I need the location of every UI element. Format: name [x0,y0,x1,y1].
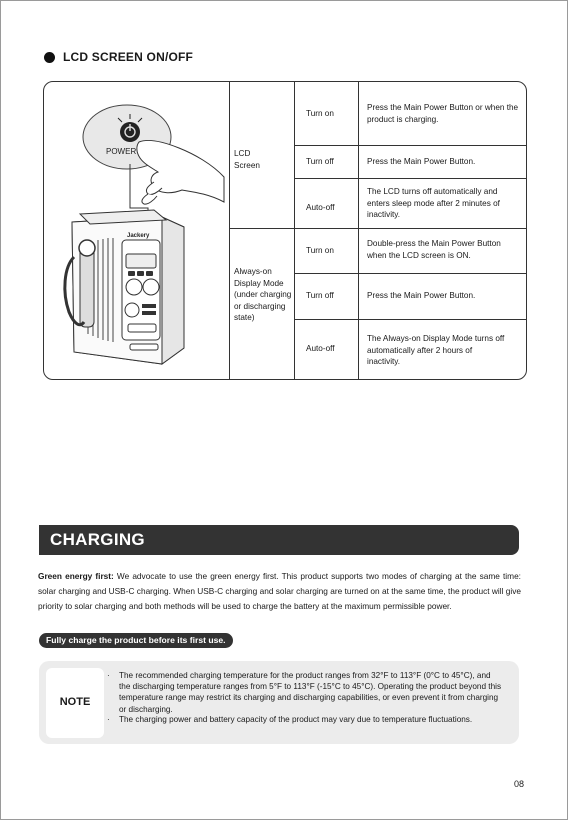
action-description: Press the Main Power Button or when the product is charging. [367,103,519,124]
action-label: Auto-off [306,344,335,353]
note-item-text: The charging power and battery capacity of the product may vary due to temperature fluctuations. [119,715,473,724]
power-station-illustration [44,82,229,379]
action-description: The LCD turns off automatically and enters sleep mode after 2 minutes of inactivity. [367,187,500,219]
brand-label: Jackery [127,233,150,239]
first-use-pill: Fully charge the product before its first use. [39,633,233,648]
page-number: 08 [514,779,525,789]
bullet-icon: · [107,715,110,724]
action-description: Press the Main Power Button. [367,291,476,300]
table-divider [294,82,295,379]
note-label: NOTE [59,696,91,708]
intro-bold: Green energy first: [38,571,114,581]
lcd-table [43,81,527,380]
table-divider [229,228,526,229]
category-always-on: Always-on Display Mode (under charging or discharging state) [234,267,292,322]
action-label: Turn off [306,291,334,300]
category-lcd-screen: LCD Screen [234,149,260,170]
table-divider [294,319,526,320]
bullet-icon [44,52,55,63]
note-item [107,670,504,715]
charging-intro [38,569,521,614]
note-box [39,661,519,744]
section-header [44,50,193,64]
table-divider [358,82,359,379]
action-label: Turn on [306,109,334,118]
action-description: Press the Main Power Button. [367,157,476,166]
table-divider [229,82,230,379]
action-label: Turn on [306,246,334,255]
power-label: POWER [106,147,137,156]
charging-title: CHARGING [50,530,145,549]
intro-text: We advocate to use the green energy first. This product supports two modes of charging at the same time: solar charging and USB-C charging. When USB-C charging and solar charging are turned on at the same time, the product will give priority to solar charging and both methods will be used to charge the battery at the maximum permissible power. [38,571,521,611]
note-item-text: The recommended charging temperature for the product ranges from 32°F to 113°F (0°C to 45°C), and the discharging temperature ranges from 5°F to 113°F (-15°C to 45°C). Operating the product beyond this temperature range may restrict its charging and discharging capabilities, or even prevent it from charging or discharging. [119,671,502,714]
power-station-device [65,210,184,364]
action-description: Double-press the Main Power Button when the LCD screen is ON. [367,239,501,260]
action-label: Auto-off [306,203,335,212]
table-divider [294,145,526,146]
section-title: LCD SCREEN ON/OFF [63,50,194,64]
action-description: The Always-on Display Mode turns off automatically after 2 hours of inactivity. [367,334,505,366]
action-label: Turn off [306,157,334,166]
note-label-box [46,668,104,738]
note-item [107,714,504,725]
table-divider [294,273,526,274]
charging-banner [39,525,519,555]
bullet-icon: · [107,671,110,680]
table-divider [294,178,526,179]
